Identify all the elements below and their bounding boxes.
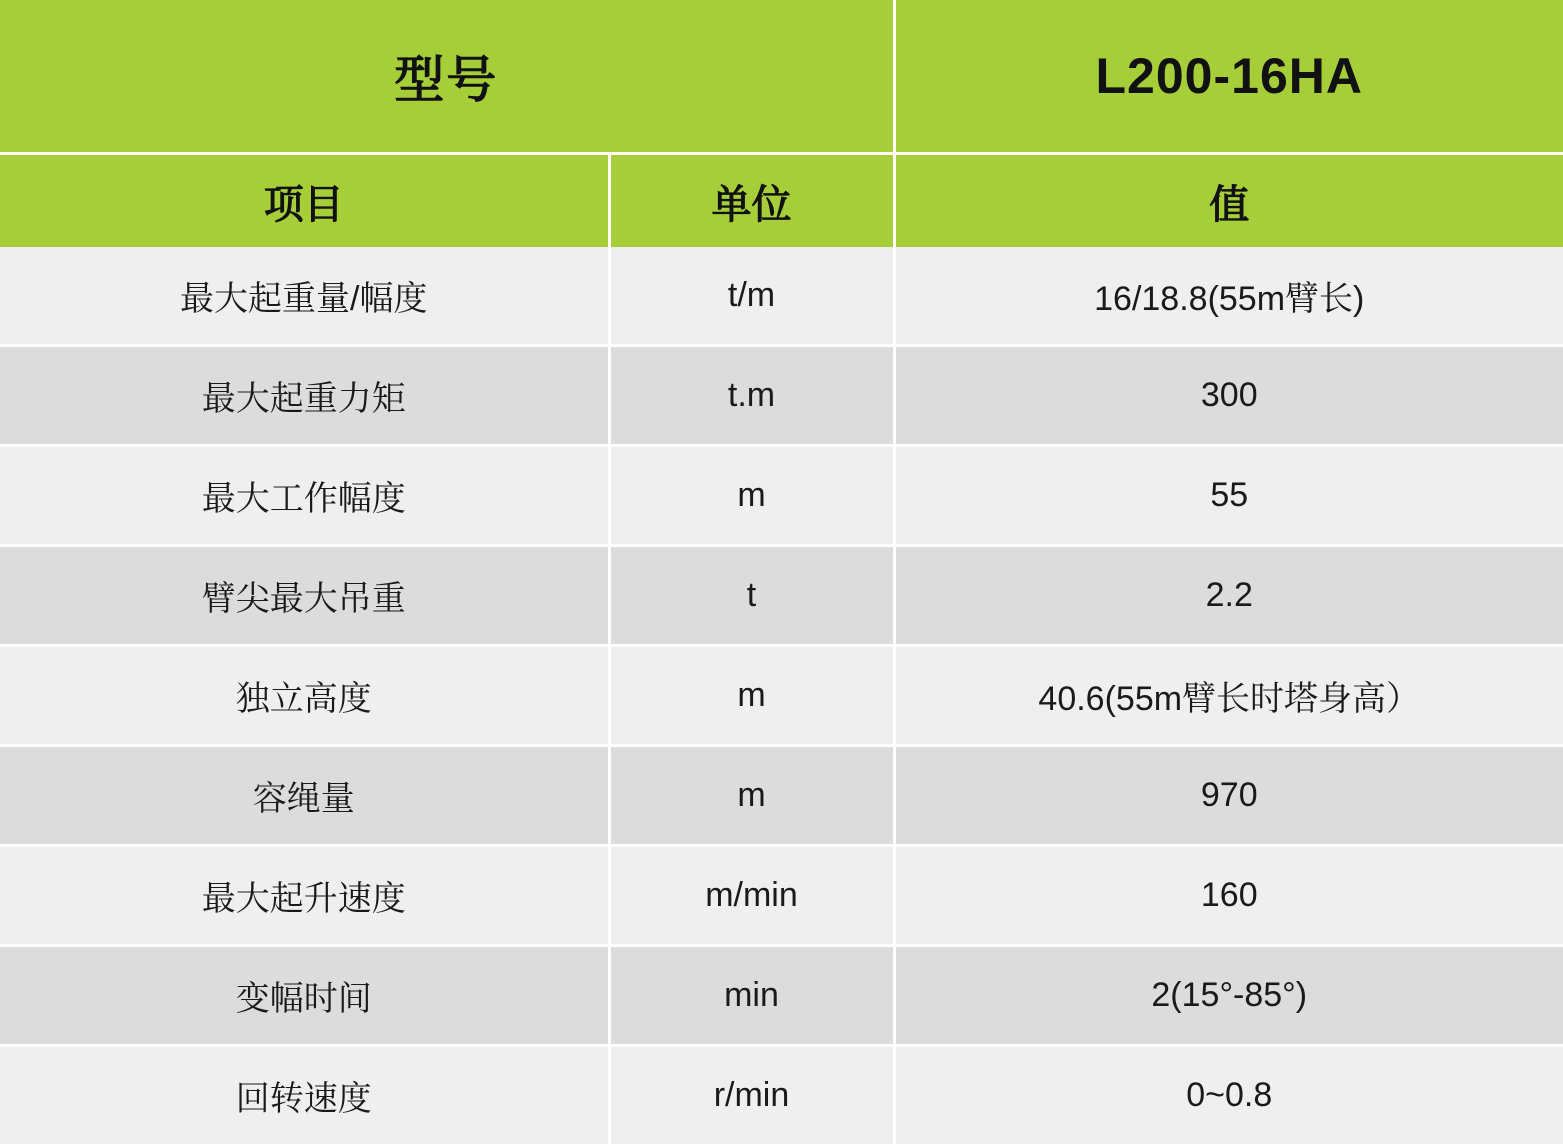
row-unit: m/min <box>609 846 894 946</box>
table-row <box>0 247 1563 346</box>
model-title-label: 型号 <box>0 0 894 154</box>
column-header-unit: 单位 <box>609 154 894 248</box>
row-value: 55 <box>894 446 1563 546</box>
row-item: 臂尖最大吊重 <box>0 546 609 646</box>
row-item: 独立高度 <box>0 646 609 746</box>
row-unit: t <box>609 546 894 646</box>
row-item: 变幅时间 <box>0 946 609 1046</box>
row-value: 300 <box>894 346 1563 446</box>
table-row <box>0 946 1563 1046</box>
table-row <box>0 646 1563 746</box>
row-item: 最大起重力矩 <box>0 346 609 446</box>
table-row <box>0 846 1563 946</box>
table-row <box>0 746 1563 846</box>
row-value: 16/18.8(55m臂长) <box>894 247 1563 346</box>
table-row <box>0 1046 1563 1146</box>
row-value: 160 <box>894 846 1563 946</box>
table-title-row <box>0 0 1563 154</box>
row-value: 970 <box>894 746 1563 846</box>
row-item: 容绳量 <box>0 746 609 846</box>
row-value: 2.2 <box>894 546 1563 646</box>
row-item: 最大工作幅度 <box>0 446 609 546</box>
row-unit: t.m <box>609 346 894 446</box>
row-value: 0~0.8 <box>894 1046 1563 1146</box>
table-row <box>0 346 1563 446</box>
table-row <box>0 446 1563 546</box>
row-unit: min <box>609 946 894 1046</box>
row-item: 回转速度 <box>0 1046 609 1146</box>
column-header-item: 项目 <box>0 154 609 248</box>
row-value: 2(15°-85°) <box>894 946 1563 1046</box>
row-item: 最大起升速度 <box>0 846 609 946</box>
row-unit: m <box>609 646 894 746</box>
row-unit: r/min <box>609 1046 894 1146</box>
row-value: 40.6(55m臂长时塔身高） <box>894 646 1563 746</box>
row-unit: t/m <box>609 247 894 346</box>
model-title-value: L200-16HA <box>894 0 1563 154</box>
row-unit: m <box>609 446 894 546</box>
table-row <box>0 546 1563 646</box>
column-header-value: 值 <box>894 154 1563 248</box>
row-unit: m <box>609 746 894 846</box>
table-header-row <box>0 154 1563 248</box>
row-item: 最大起重量/幅度 <box>0 247 609 346</box>
